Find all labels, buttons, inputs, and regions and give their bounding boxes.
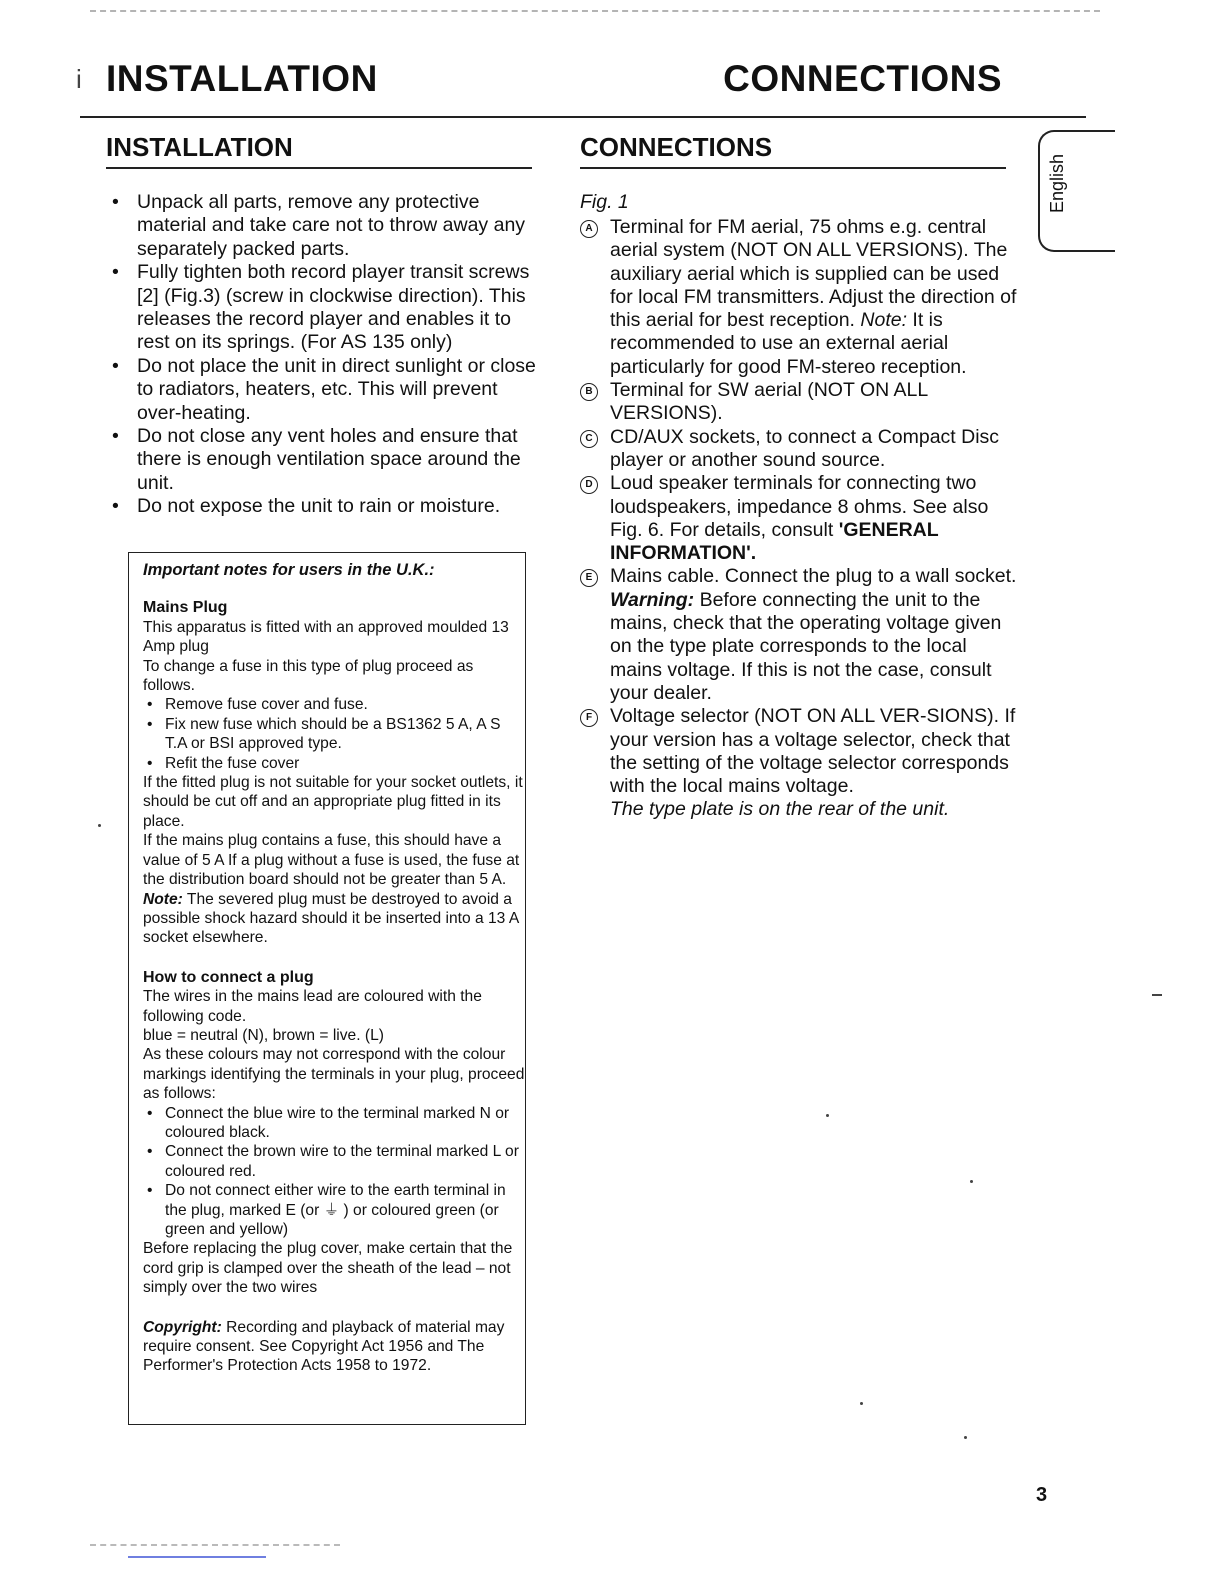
installation-section [106, 130, 546, 519]
footnote: The type plate is on the rear of the unit. [610, 798, 950, 821]
circled-f-icon: F [580, 709, 598, 727]
bottom-rule [128, 1556, 266, 1558]
connection-item-b [580, 379, 1020, 426]
copyright-label: Copyright: [143, 1318, 222, 1336]
connect-plug-p1: The wires in the mains lead are coloured with the following code. [143, 988, 482, 1025]
connections-list [580, 216, 1020, 822]
connect-plug-p4: Before replacing the plug cover, make certain that the cord grip is clamped over the sheath of the lead – not simply over the two wires [143, 1240, 513, 1297]
mains-plug-title: Mains Plug [143, 599, 228, 617]
notes-heading: Important notes for users in the U.K.: [143, 561, 435, 579]
list-item: • Do not connect either wire to the earth terminal in the plug, marked E (or ⏚ ) or coloured green (or green and yellow) [143, 1181, 525, 1239]
uk-notes-box [128, 552, 526, 1425]
list-item: • Do not expose the unit to rain or moisture. [106, 495, 546, 518]
wiring-steps [143, 1104, 525, 1240]
note-label: Note: [860, 309, 907, 332]
list-item: • Remove fuse cover and fuse. [143, 695, 525, 714]
connect-plug-p2: blue = neutral (N), brown = live. (L) [143, 1026, 384, 1044]
connection-item-c [580, 426, 1020, 473]
item-text: Mains cable. Connect the plug to a wall socket. [610, 565, 1017, 588]
mains-plug-p4: If the mains plug contains a fuse, this should have a value of 5 A If a plug without a fuse is used, the fuse at the distribution board should not be greater than 5 A. [143, 832, 520, 889]
scan-artifact-top [90, 10, 1100, 16]
item-text: Terminal for SW aerial (NOT ON ALL VERSIONS). [610, 379, 928, 425]
circled-a-icon: A [580, 220, 598, 238]
warning-label: Warning: [610, 588, 695, 611]
scan-artifact [1152, 994, 1162, 996]
list-item: • Refit the fuse cover [143, 754, 525, 773]
copyright-note [143, 1318, 525, 1376]
connect-plug-p3: As these colours may not correspond with the colour markings identifying the terminals in your plug, proceed as follows: [143, 1046, 525, 1103]
cross-reference: 'GENERAL INFORMATION'. [610, 518, 939, 565]
circled-d-icon: D [580, 476, 598, 494]
list-item: • Connect the brown wire to the terminal marked L or coloured red. [143, 1142, 525, 1181]
scan-speck [860, 1402, 863, 1405]
connection-item-e [580, 565, 1020, 705]
connection-item-f [580, 705, 1020, 821]
mains-plug-p1: This apparatus is fitted with an approved moulded 13 Amp plug [143, 618, 509, 656]
header-left-title: INSTALLATION [106, 58, 378, 99]
installation-title: INSTALLATION [106, 132, 293, 162]
header-rule [80, 116, 1086, 118]
item-text: Loud speaker terminals for connecting two loudspeakers, impedance 8 ohms. See also Fig. 6. For details, consult [610, 472, 989, 541]
warning-text: Before connecting the unit to the mains, check that the operating voltage given on the type plate corresponds to the local mains voltage. If this is not the case, consult your dealer. [610, 588, 1002, 704]
scan-speck [964, 1436, 967, 1439]
connect-plug-title: How to connect a plug [143, 968, 314, 986]
list-item: • Do not place the unit in direct sunlight or close to radiators, heaters, etc. This will prevent over-heating. [106, 355, 546, 425]
item-text: CD/AUX sockets, to connect a Compact Disc player or another sound source. [610, 425, 1000, 471]
circled-e-icon: E [580, 569, 598, 587]
connections-title: CONNECTIONS [580, 132, 773, 162]
note-text: The severed plug must be destroyed to avoid a possible shock hazard should it be inserted into a 13 A socket elsewhere. [143, 890, 519, 947]
scan-speck [970, 1180, 973, 1183]
list-item: • Do not close any vent holes and ensure that there is enough ventilation space around the unit. [106, 425, 546, 495]
section-rule [106, 167, 532, 169]
fuse-steps [143, 695, 525, 773]
mains-plug-p3: If the fitted plug is not suitable for your socket outlets, it should be cut off and an appropriate plug fitted in its place. [143, 774, 523, 830]
installation-list [106, 191, 546, 519]
connections-section [580, 130, 1020, 822]
scan-mark: i [76, 64, 82, 94]
copyright-text: Recording and playback of material may require consent. See Copyright Act 1956 and The Performer's Protection Acts 1958 to 1972. [143, 1318, 505, 1375]
language-tab-label: English [1047, 153, 1067, 213]
item-text: Terminal for FM aerial, 75 ohms e.g. central aerial system (NOT ON ALL VERSIONS). The auxiliary aerial which is supplied can be used for local FM transmitters. Adjust the direction of this aerial for best reception. [610, 216, 1017, 332]
scan-speck [826, 1114, 829, 1117]
circled-c-icon: C [580, 430, 598, 448]
mains-plug-note [143, 890, 525, 948]
header-right-title: CONNECTIONS [723, 58, 1002, 99]
list-item: • Connect the blue wire to the terminal marked N or coloured black. [143, 1104, 525, 1143]
circled-b-icon: B [580, 383, 598, 401]
note-label: Note: [143, 890, 183, 908]
note-text: It is recommended to use an external aerial particularly for good FM-stereo reception. [610, 309, 967, 378]
page-number: 3 [1036, 1484, 1048, 1506]
mains-plug-p2: To change a fuse in this type of plug proceed as follows. [143, 657, 474, 695]
scan-speck [98, 824, 101, 827]
section-rule [580, 167, 1006, 169]
item-text: Voltage selector (NOT ON ALL VER-SIONS). If your version has a voltage selector, check that the setting of the voltage selector corresponds with the local mains voltage. [610, 705, 1016, 798]
list-item: • Fix new fuse which should be a BS1362 5 A, A S T.A or BSI approved type. [143, 715, 525, 754]
scan-artifact-bottom [90, 1544, 340, 1546]
list-item: • Unpack all parts, remove any protective material and take care not to throw away any separately packed parts. [106, 191, 546, 261]
list-item: • Fully tighten both record player transit screws [2] (Fig.3) (screw in clockwise direction). This releases the record player and enables it to rest on its springs. (For AS 135 only) [106, 261, 546, 355]
connection-item-a [580, 216, 1020, 379]
connection-item-d [580, 472, 1020, 565]
figure-reference: Fig. 1 [580, 191, 629, 213]
